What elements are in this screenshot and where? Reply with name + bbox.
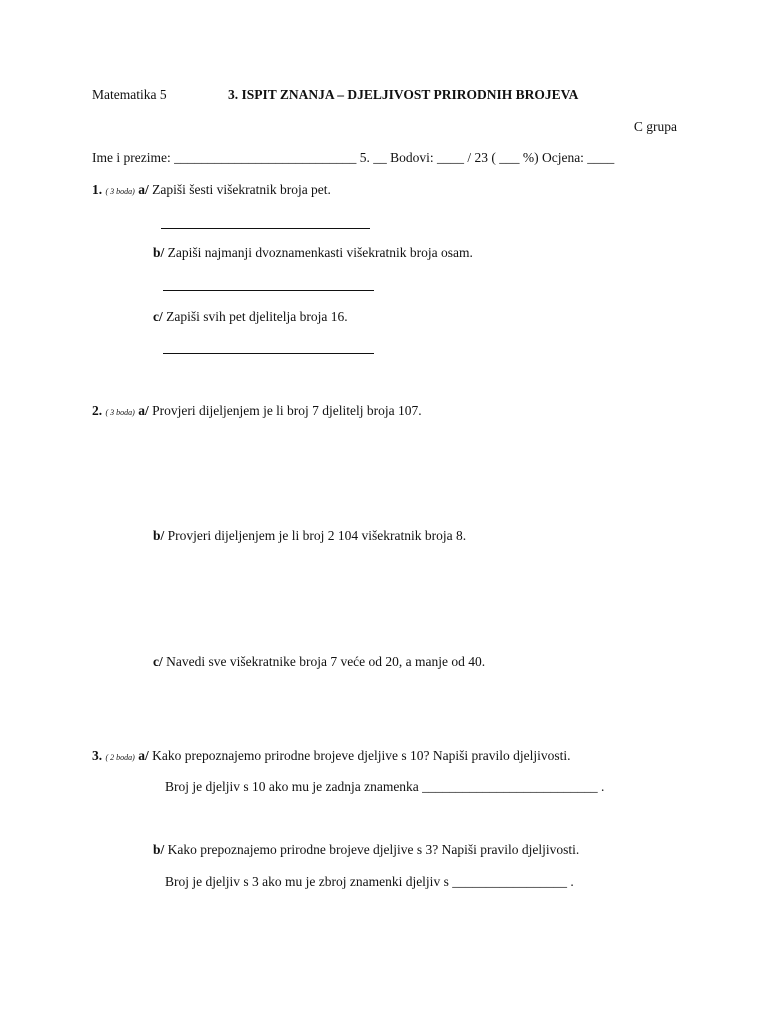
question-text: Navedi sve višekratnike broja 7 veće od 20, a manje od 40. bbox=[166, 654, 486, 669]
question-number: 2. bbox=[92, 403, 103, 418]
rule-fill-in-3b[interactable]: Broj je djeljiv s 3 ako mu je zbroj znamenki djeljiv s _________________ . bbox=[165, 874, 574, 889]
part-label: a/ bbox=[138, 748, 149, 763]
question-text: Provjeri dijeljenjem je li broj 7 djelitelj broja 107. bbox=[152, 403, 422, 418]
answer-line-1c[interactable] bbox=[163, 353, 374, 354]
rule-fill-in-3a[interactable]: Broj je djeljiv s 10 ako mu je zadnja znamenka __________________________ . bbox=[165, 779, 605, 794]
group-label: C grupa bbox=[633, 119, 677, 134]
part-label: a/ bbox=[138, 403, 149, 418]
points-label: ( 3 boda) bbox=[105, 408, 135, 417]
question-text: Zapiši svih pet djelitelja broja 16. bbox=[166, 309, 348, 324]
question-3-prompt bbox=[92, 748, 570, 764]
question-3b-prompt bbox=[153, 842, 579, 858]
question-2b-prompt bbox=[153, 528, 466, 544]
part-label: c/ bbox=[153, 654, 163, 669]
part-label: c/ bbox=[153, 309, 163, 324]
question-text: Kako prepoznajemo prirodne brojeve djeljive s 10? Napiši pravilo djeljivosti. bbox=[152, 748, 571, 763]
question-text: Zapiši šesti višekratnik broja pet. bbox=[152, 182, 331, 197]
points-label: ( 3 boda) bbox=[105, 187, 135, 196]
question-number: 3. bbox=[92, 748, 103, 763]
part-label: b/ bbox=[153, 245, 165, 260]
student-info-line: Ime i prezime: ___________________________ 5. __ Bodovi: ____ / 23 ( ___ %) Ocjena: ____ bbox=[92, 150, 615, 165]
question-2c-prompt bbox=[153, 654, 485, 670]
part-label: b/ bbox=[153, 842, 165, 857]
question-2-prompt bbox=[92, 403, 422, 419]
question-1c-prompt bbox=[153, 309, 348, 325]
question-1b-prompt bbox=[153, 245, 473, 261]
subject-label: Matematika 5 bbox=[92, 87, 167, 102]
question-text: Zapiši najmanji dvoznamenkasti višekratnik broja osam. bbox=[167, 245, 473, 260]
answer-line-1b[interactable] bbox=[163, 290, 374, 291]
question-number: 1. bbox=[92, 182, 103, 197]
question-text: Kako prepoznajemo prirodne brojeve djeljive s 3? Napiši pravilo djeljivosti. bbox=[167, 842, 580, 857]
question-text: Provjeri dijeljenjem je li broj 2 104 višekratnik broja 8. bbox=[167, 528, 467, 543]
answer-line-1a[interactable] bbox=[161, 228, 370, 229]
test-title: 3. ISPIT ZNANJA – DJELJIVOST PRIRODNIH BROJEVA bbox=[228, 87, 579, 102]
part-label: a/ bbox=[138, 182, 149, 197]
part-label: b/ bbox=[153, 528, 165, 543]
question-1-prompt bbox=[92, 182, 331, 198]
points-label: ( 2 boda) bbox=[105, 753, 135, 762]
